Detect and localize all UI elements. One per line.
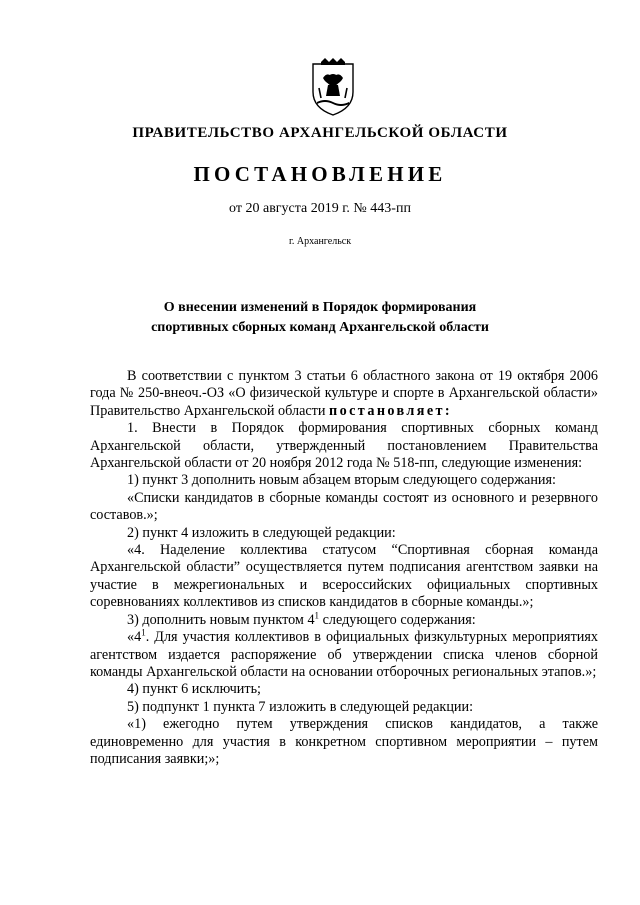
paragraph (90, 368, 598, 420)
paragraph: 1. Внести в Порядок формирования спортивных сборных команд Архангельской области, утвержденный постановлением Правительства Архангельской области от 20 ноября 2012 года № 518-пп, следующие изменения: (90, 420, 598, 472)
date-and-number: от 20 августа 2019 г. № 443-пп (229, 201, 411, 216)
paragraph: 2) пункт 4 изложить в следующей редакции: (127, 524, 396, 541)
paragraph-text: В соответствии с пунктом 3 статьи 6 областного закона от 19 октября 2006 года № 250-внеоч.-ОЗ «О физической культуре и спорте в Архангельской области» Правительство Архангельской области (90, 368, 598, 419)
paragraph (90, 629, 598, 681)
paragraph: «4. Наделение коллектива статусом “Спортивная сборная команда Архангельской области” осуществляется путем подписания агентством заявки на участие в межрегиональных и всероссийских официальных спортивных соревнованиях коллективов из списков кандидатов в сборные команды.»; (90, 542, 598, 611)
paragraph (90, 609, 598, 629)
paragraph-text: . Для участия коллективов в официальных физкультурных мероприятиях агентством издается распоряжение об утверждении списка членов сборной команды Архангельской области на основании отборочных региональных этапов.»; (90, 629, 598, 680)
government-name: ПРАВИТЕЛЬСТВО АРХАНГЕЛЬСКОЙ ОБЛАСТИ (132, 125, 508, 141)
paragraph-text: 3) дополнить новым пунктом 4 (127, 611, 315, 628)
paragraph-text: «4 (127, 629, 142, 646)
document-title (0, 298, 640, 338)
paragraph: «1) ежегодно путем утверждения списков кандидатов, а также единовременно для участия в конкретном спортивном мероприятии – путем подписания заявки;»; (90, 716, 598, 767)
city: г. Архангельск (288, 236, 352, 247)
superscript: 1 (141, 627, 146, 638)
paragraph: 5) подпункт 1 пункта 7 изложить в следующей редакции: (127, 698, 474, 715)
paragraph: 1) пункт 3 дополнить новым абзацем вторым следующего содержания: (127, 472, 556, 489)
keyword-colon: : (444, 402, 453, 419)
paragraph: «Списки кандидатов в сборные команды состоят из основного и резервного составов.»; (90, 489, 598, 524)
title-line-2: спортивных сборных команд Архангельской области (151, 320, 489, 335)
document-type: ПОСТАНОВЛЕНИЕ (193, 162, 447, 186)
document-body (90, 368, 598, 768)
title-line-1: О внесении изменений в Порядок формирования (163, 300, 477, 315)
superscript: 1 (314, 609, 320, 620)
paragraph: 4) пункт 6 исключить; (127, 681, 261, 698)
coat-of-arms-icon (307, 58, 359, 118)
resolution-keyword: постановляет (329, 402, 445, 419)
paragraph-text: следующего содержания: (319, 611, 476, 628)
